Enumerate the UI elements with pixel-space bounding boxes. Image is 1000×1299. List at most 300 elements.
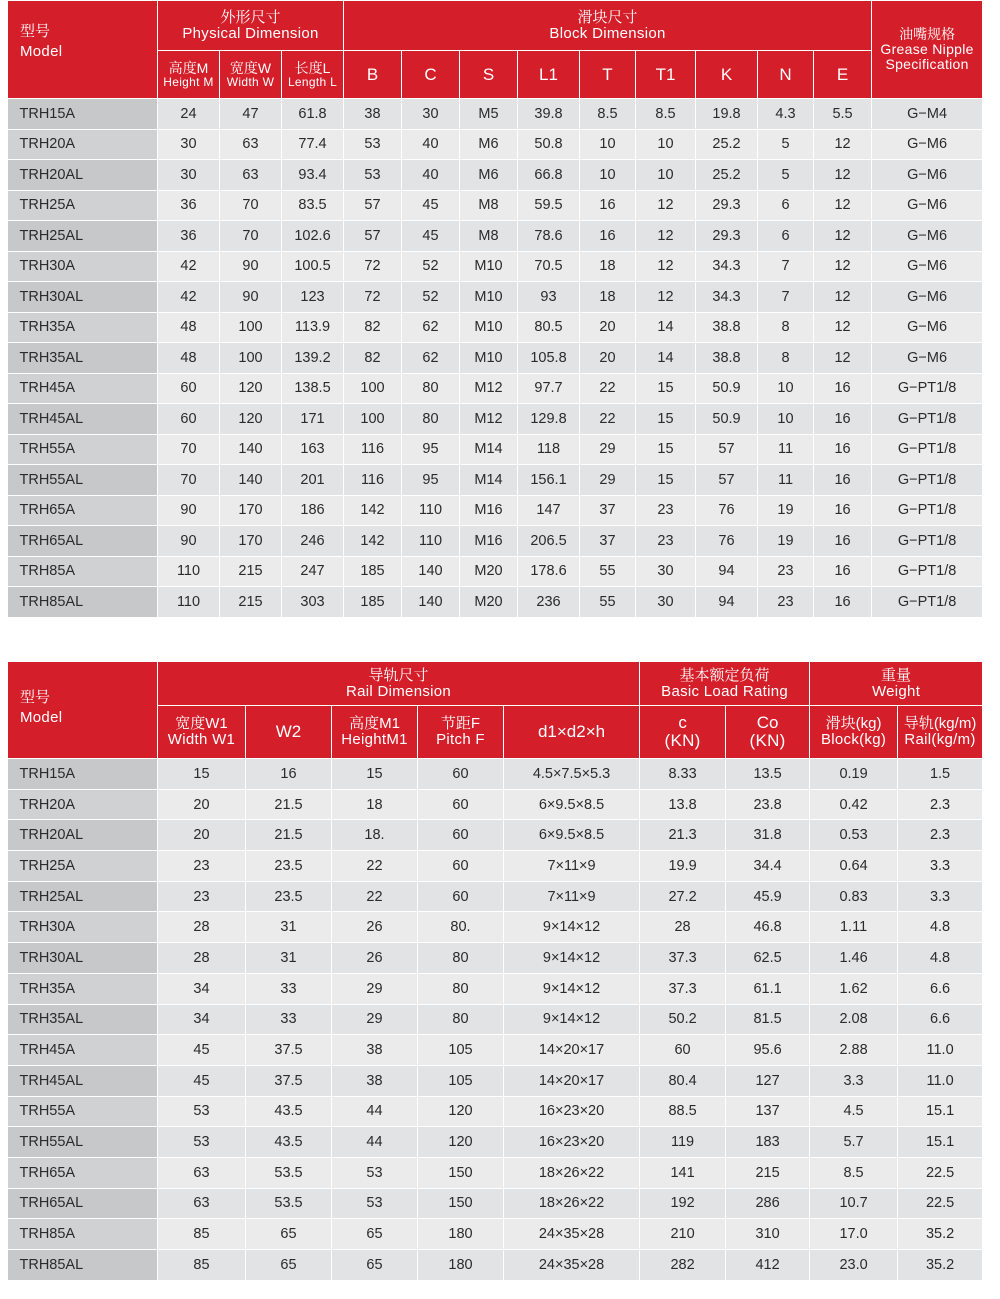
table-cell: M16 — [460, 495, 518, 526]
table-cell: 30 — [158, 160, 220, 191]
table-cell: 82 — [344, 343, 402, 374]
width-w-header: 宽度W Width W — [220, 51, 282, 99]
table-cell: 310 — [726, 1219, 810, 1250]
table-cell: 34.4 — [726, 851, 810, 882]
table-cell: 8.5 — [636, 99, 696, 130]
table-cell: 65 — [332, 1219, 418, 1250]
table-cell: M14 — [460, 465, 518, 496]
table-cell: 37 — [580, 526, 636, 557]
table-cell: 80. — [418, 912, 504, 943]
table-cell: 20 — [158, 820, 246, 851]
table-cell: 0.19 — [810, 759, 898, 790]
table-cell: 37.3 — [640, 943, 726, 974]
table-cell: 2.3 — [898, 820, 983, 851]
table-cell: 93 — [518, 282, 580, 313]
table-cell: 45 — [402, 221, 460, 252]
table-cell: 50.9 — [696, 373, 758, 404]
table-cell: 5.5 — [814, 99, 872, 130]
table-cell: 30 — [636, 587, 696, 618]
table-cell: 46.8 — [726, 912, 810, 943]
table-cell: 93.4 — [282, 160, 344, 191]
table-cell: 25.2 — [696, 129, 758, 160]
table-cell: 80 — [418, 973, 504, 1004]
table-cell: 27.2 — [640, 881, 726, 912]
table-cell: G−PT1/8 — [872, 404, 983, 435]
table-cell: 100 — [220, 343, 282, 374]
table-cell: 1.11 — [810, 912, 898, 943]
table-cell: 12 — [814, 129, 872, 160]
table-cell: 150 — [418, 1157, 504, 1188]
table-row — [8, 190, 983, 221]
table-cell: 18 — [332, 789, 418, 820]
table-cell: 70.5 — [518, 251, 580, 282]
model-cell: TRH30A — [8, 912, 158, 943]
table-cell: 8.33 — [640, 759, 726, 790]
table-cell: 53 — [344, 160, 402, 191]
table-cell: 33 — [246, 973, 332, 1004]
table-cell: G−PT1/8 — [872, 526, 983, 557]
table-cell: 246 — [282, 526, 344, 557]
table-cell: 23 — [636, 526, 696, 557]
table-cell: 23.0 — [810, 1250, 898, 1281]
model-cell: TRH20A — [8, 789, 158, 820]
table-cell: 16 — [814, 587, 872, 618]
table-cell: 65 — [246, 1250, 332, 1281]
model-cell: TRH55AL — [8, 465, 158, 496]
table-cell: 63 — [158, 1157, 246, 1188]
table-cell: 20 — [580, 312, 636, 343]
table-cell: 178.6 — [518, 556, 580, 587]
table-cell: 18 — [580, 251, 636, 282]
table-cell: 23.8 — [726, 789, 810, 820]
table-row — [8, 789, 983, 820]
table-cell: 12 — [814, 190, 872, 221]
table-cell: 120 — [418, 1127, 504, 1158]
table-cell: 15 — [636, 434, 696, 465]
table-row — [8, 221, 983, 252]
table-cell: 23 — [758, 556, 814, 587]
table-cell: 22 — [580, 404, 636, 435]
model-cell: TRH45AL — [8, 404, 158, 435]
rail-table-body — [8, 759, 983, 1281]
table-cell: 2.3 — [898, 789, 983, 820]
table-cell: 36 — [158, 221, 220, 252]
table-cell: 65 — [246, 1219, 332, 1250]
table-cell: 15.1 — [898, 1096, 983, 1127]
model-cell: TRH25A — [8, 851, 158, 882]
table-cell: M6 — [460, 129, 518, 160]
table-cell: 3.3 — [898, 881, 983, 912]
table-cell: 25.2 — [696, 160, 758, 191]
table-cell: 53 — [332, 1157, 418, 1188]
table-cell: 110 — [402, 526, 460, 557]
table-cell: 37.5 — [246, 1035, 332, 1066]
table-cell: G−PT1/8 — [872, 556, 983, 587]
table-cell: 2.88 — [810, 1035, 898, 1066]
table-cell: M6 — [460, 160, 518, 191]
table-row — [8, 1250, 983, 1281]
table-row — [8, 404, 983, 435]
table-cell: 210 — [640, 1219, 726, 1250]
model-cell: TRH35A — [8, 312, 158, 343]
table-cell: 76 — [696, 526, 758, 557]
model-cell: TRH30A — [8, 251, 158, 282]
table-cell: 26 — [332, 943, 418, 974]
table-cell: 63 — [220, 129, 282, 160]
table-cell: 45 — [158, 1065, 246, 1096]
table-cell: 236 — [518, 587, 580, 618]
table-cell: G−M6 — [872, 343, 983, 374]
col-t1-header: T1 — [636, 51, 696, 99]
table-cell: 5.7 — [810, 1127, 898, 1158]
table-cell: 183 — [726, 1127, 810, 1158]
table-row — [8, 373, 983, 404]
table-cell: 15 — [636, 404, 696, 435]
table-cell: 29 — [580, 434, 636, 465]
table-cell: 16 — [246, 759, 332, 790]
table-cell: 13.5 — [726, 759, 810, 790]
table-cell: 120 — [418, 1096, 504, 1127]
table-cell: 50.2 — [640, 1004, 726, 1035]
table-cell: 16 — [814, 526, 872, 557]
table-cell: 140 — [402, 587, 460, 618]
table-cell: 110 — [158, 587, 220, 618]
table-cell: G−M6 — [872, 221, 983, 252]
table-cell: 3.3 — [898, 851, 983, 882]
table-cell: 21.5 — [246, 820, 332, 851]
table-cell: 6×9.5×8.5 — [504, 820, 640, 851]
table-cell: 12 — [814, 221, 872, 252]
table-cell: 11.0 — [898, 1065, 983, 1096]
model-cell: TRH65A — [8, 1157, 158, 1188]
model-cell: TRH45A — [8, 373, 158, 404]
table-row — [8, 465, 983, 496]
table-cell: 6×9.5×8.5 — [504, 789, 640, 820]
table-cell: 22.5 — [898, 1188, 983, 1219]
table-cell: G−PT1/8 — [872, 434, 983, 465]
table-cell: 100 — [344, 404, 402, 435]
table-cell: 0.42 — [810, 789, 898, 820]
table-cell: 10.7 — [810, 1188, 898, 1219]
table-cell: 50.9 — [696, 404, 758, 435]
table-cell: 35.2 — [898, 1219, 983, 1250]
table-cell: 22 — [332, 851, 418, 882]
table-cell: 282 — [640, 1250, 726, 1281]
table-cell: G−M6 — [872, 190, 983, 221]
table-cell: 4.5 — [810, 1096, 898, 1127]
table-cell: 26 — [332, 912, 418, 943]
col-s-header: S — [460, 51, 518, 99]
table-cell: 34 — [158, 973, 246, 1004]
table-cell: 95.6 — [726, 1035, 810, 1066]
table-cell: 8.5 — [580, 99, 636, 130]
table-cell: 38.8 — [696, 343, 758, 374]
table-cell: 29 — [332, 973, 418, 1004]
table-cell: 61.1 — [726, 973, 810, 1004]
model-cell: TRH65AL — [8, 526, 158, 557]
table-row — [8, 1188, 983, 1219]
model-cell: TRH20AL — [8, 160, 158, 191]
table-cell: 170 — [220, 495, 282, 526]
model-cell: TRH85A — [8, 556, 158, 587]
table-cell: 38.8 — [696, 312, 758, 343]
table-cell: 15.1 — [898, 1127, 983, 1158]
table-cell: 22 — [332, 881, 418, 912]
table-cell: 29 — [580, 465, 636, 496]
table-cell: 15 — [158, 759, 246, 790]
model-cell: TRH15A — [8, 99, 158, 130]
model-header: 型号 Model — [8, 1, 158, 99]
table-cell: 85 — [158, 1250, 246, 1281]
width-w1-header: 宽度W1 Width W1 — [158, 706, 246, 759]
block-dimension-header: 滑块尺寸 Block Dimension — [344, 1, 872, 51]
table-cell: 150 — [418, 1188, 504, 1219]
table-cell: 16 — [580, 221, 636, 252]
table-cell: 1.62 — [810, 973, 898, 1004]
table-cell: 31 — [246, 912, 332, 943]
model-cell: TRH85AL — [8, 587, 158, 618]
model-cell: TRH65A — [8, 495, 158, 526]
block-weight-header: 滑块(kg) Block(kg) — [810, 706, 898, 759]
pitch-f-header: 节距F Pitch F — [418, 706, 504, 759]
table-cell: 171 — [282, 404, 344, 435]
model-cell: TRH35AL — [8, 1004, 158, 1035]
table-cell: 22.5 — [898, 1157, 983, 1188]
table-cell: 7 — [758, 282, 814, 313]
table-cell: 7 — [758, 251, 814, 282]
table-row — [8, 912, 983, 943]
table-cell: M5 — [460, 99, 518, 130]
table-cell: 16 — [814, 556, 872, 587]
table-cell: 2.08 — [810, 1004, 898, 1035]
table-cell: 36 — [158, 190, 220, 221]
table-cell: 105 — [418, 1035, 504, 1066]
model-header: 型号 Model — [8, 662, 158, 759]
table-cell: 12 — [636, 190, 696, 221]
table-cell: 95 — [402, 434, 460, 465]
table-row — [8, 343, 983, 374]
table-cell: 120 — [220, 404, 282, 435]
table-cell: 38 — [332, 1065, 418, 1096]
table-cell: 60 — [418, 820, 504, 851]
table-cell: 28 — [158, 912, 246, 943]
table-cell: 15 — [636, 373, 696, 404]
table-cell: M10 — [460, 312, 518, 343]
table-cell: 19 — [758, 526, 814, 557]
table-row — [8, 160, 983, 191]
model-cell: TRH55A — [8, 434, 158, 465]
table-cell: 6.6 — [898, 973, 983, 1004]
table-cell: 23 — [158, 851, 246, 882]
table-cell: 137 — [726, 1096, 810, 1127]
table-cell: 0.53 — [810, 820, 898, 851]
table-cell: 170 — [220, 526, 282, 557]
table-cell: G−M6 — [872, 251, 983, 282]
table-cell: 105 — [418, 1065, 504, 1096]
table-row — [8, 1035, 983, 1066]
table-row — [8, 312, 983, 343]
table-cell: 43.5 — [246, 1096, 332, 1127]
model-cell: TRH30AL — [8, 282, 158, 313]
table-cell: 16×23×20 — [504, 1096, 640, 1127]
model-cell: TRH65AL — [8, 1188, 158, 1219]
table-cell: 44 — [332, 1096, 418, 1127]
table-cell: 4.5×7.5×5.3 — [504, 759, 640, 790]
table-cell: 35.2 — [898, 1250, 983, 1281]
table-row — [8, 282, 983, 313]
table-cell: 10 — [758, 373, 814, 404]
table-cell: 45.9 — [726, 881, 810, 912]
table-cell: 23 — [758, 587, 814, 618]
height-m-header: 高度M Height M — [158, 51, 220, 99]
table-cell: 23.5 — [246, 851, 332, 882]
table-cell: 16 — [814, 434, 872, 465]
col-t-header: T — [580, 51, 636, 99]
table-cell: 12 — [814, 160, 872, 191]
table-row — [8, 587, 983, 618]
w2-header: W2 — [246, 706, 332, 759]
table-cell: 80.4 — [640, 1065, 726, 1096]
table-cell: 19 — [758, 495, 814, 526]
table-cell: 3.3 — [810, 1065, 898, 1096]
table-cell: 72 — [344, 282, 402, 313]
table-cell: 94 — [696, 587, 758, 618]
table-cell: 116 — [344, 465, 402, 496]
col-n-header: N — [758, 51, 814, 99]
model-cell: TRH20A — [8, 129, 158, 160]
model-cell: TRH85AL — [8, 1250, 158, 1281]
table-cell: 62.5 — [726, 943, 810, 974]
table-cell: 215 — [220, 587, 282, 618]
table-cell: G−M6 — [872, 312, 983, 343]
table-cell: 76 — [696, 495, 758, 526]
model-cell: TRH45AL — [8, 1065, 158, 1096]
table-cell: 30 — [402, 99, 460, 130]
table-cell: 15 — [332, 759, 418, 790]
table-cell: 83.5 — [282, 190, 344, 221]
table-cell: 6 — [758, 221, 814, 252]
table-cell: G−PT1/8 — [872, 495, 983, 526]
table-cell: 53 — [158, 1096, 246, 1127]
table-cell: 29.3 — [696, 221, 758, 252]
table-cell: 21.3 — [640, 820, 726, 851]
table-cell: 59.5 — [518, 190, 580, 221]
table-cell: 37 — [580, 495, 636, 526]
table-cell: M10 — [460, 282, 518, 313]
table-cell: 142 — [344, 495, 402, 526]
table-cell: 65 — [332, 1250, 418, 1281]
table-cell: 97.7 — [518, 373, 580, 404]
table-cell: 55 — [580, 587, 636, 618]
table-cell: 80.5 — [518, 312, 580, 343]
table-row — [8, 759, 983, 790]
table-cell: 120 — [220, 373, 282, 404]
table-cell: G−PT1/8 — [872, 587, 983, 618]
table-cell: 8 — [758, 312, 814, 343]
table-cell: 5 — [758, 160, 814, 191]
table-cell: 44 — [332, 1127, 418, 1158]
table-cell: 147 — [518, 495, 580, 526]
table-cell: 29.3 — [696, 190, 758, 221]
table-cell: 119 — [640, 1127, 726, 1158]
table-cell: 57 — [344, 221, 402, 252]
table-cell: 105.8 — [518, 343, 580, 374]
table-cell: 70 — [220, 190, 282, 221]
table-cell: 20 — [580, 343, 636, 374]
table-cell: 45 — [158, 1035, 246, 1066]
table-cell: 16 — [814, 404, 872, 435]
model-cell: TRH55A — [8, 1096, 158, 1127]
table-cell: 34 — [158, 1004, 246, 1035]
table-cell: 4.8 — [898, 943, 983, 974]
rail-weight-header: 导轨(kg/m) Rail(kg/m) — [898, 706, 983, 759]
model-cell: TRH35A — [8, 973, 158, 1004]
table-cell: M16 — [460, 526, 518, 557]
model-cell: TRH85A — [8, 1219, 158, 1250]
table-cell: 6.6 — [898, 1004, 983, 1035]
table-cell: 102.6 — [282, 221, 344, 252]
table-cell: M12 — [460, 373, 518, 404]
table-cell: 24×35×28 — [504, 1219, 640, 1250]
table-cell: 48 — [158, 312, 220, 343]
table-cell: 22 — [580, 373, 636, 404]
table-cell: 30 — [158, 129, 220, 160]
table-cell: 10 — [636, 160, 696, 191]
grease-nipple-header: 油嘴规格 Grease Nipple Specification — [872, 1, 983, 99]
table-cell: 10 — [758, 404, 814, 435]
table-cell: M20 — [460, 556, 518, 587]
table-cell: 12 — [636, 282, 696, 313]
table-cell: 303 — [282, 587, 344, 618]
col-l1-header: L1 — [518, 51, 580, 99]
table-cell: 16 — [814, 373, 872, 404]
table-cell: 11 — [758, 434, 814, 465]
table-cell: 14×20×17 — [504, 1035, 640, 1066]
table-cell: 142 — [344, 526, 402, 557]
table-cell: 80 — [402, 373, 460, 404]
table-cell: 20 — [158, 789, 246, 820]
table-cell: 42 — [158, 251, 220, 282]
table-cell: 185 — [344, 556, 402, 587]
table-row — [8, 1004, 983, 1035]
table-cell: 60 — [158, 404, 220, 435]
table-cell: 63 — [158, 1188, 246, 1219]
table-cell: 286 — [726, 1188, 810, 1219]
table-cell: 24 — [158, 99, 220, 130]
table-row — [8, 251, 983, 282]
table-cell: 16 — [814, 495, 872, 526]
table-row — [8, 526, 983, 557]
table-row — [8, 1219, 983, 1250]
weight-header: 重量 Weight — [810, 662, 983, 706]
table-row — [8, 129, 983, 160]
model-cell: TRH25AL — [8, 881, 158, 912]
table-cell: 42 — [158, 282, 220, 313]
table-cell: 9×14×12 — [504, 943, 640, 974]
table-cell: 9×14×12 — [504, 973, 640, 1004]
table-cell: 55 — [580, 556, 636, 587]
table-cell: 180 — [418, 1219, 504, 1250]
table-cell: 12 — [814, 282, 872, 313]
table-cell: 45 — [402, 190, 460, 221]
table-cell: 163 — [282, 434, 344, 465]
table-row — [8, 881, 983, 912]
table-cell: 186 — [282, 495, 344, 526]
table-cell: 60 — [418, 789, 504, 820]
table-row — [8, 851, 983, 882]
table-cell: 53 — [344, 129, 402, 160]
table-cell: 7×11×9 — [504, 851, 640, 882]
